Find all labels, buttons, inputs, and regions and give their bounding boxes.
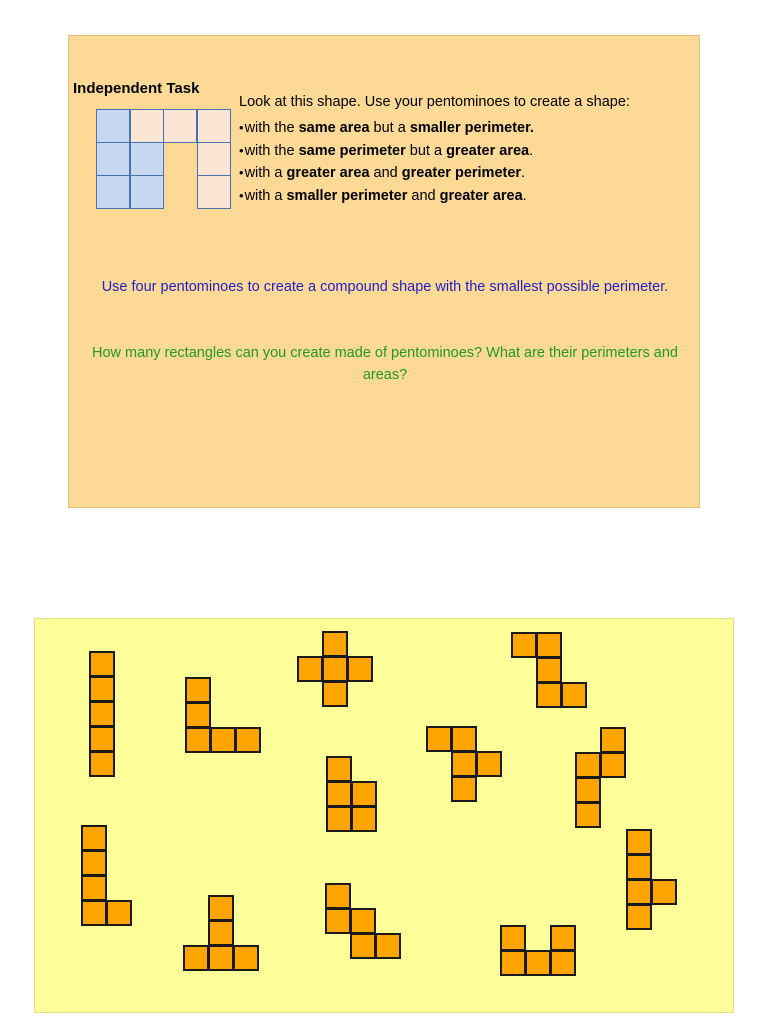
pentomino-square bbox=[89, 651, 115, 677]
bullet-text-run: but a bbox=[369, 120, 410, 136]
bullet-text-run: greater area bbox=[446, 142, 530, 159]
pentomino-square bbox=[81, 875, 107, 901]
pentomino-square bbox=[350, 933, 376, 959]
bullet-text-run: and bbox=[369, 165, 402, 181]
pentomino-square bbox=[451, 726, 477, 752]
shape-cell-peach bbox=[163, 109, 197, 143]
task-bullet-list bbox=[239, 117, 534, 207]
bullet-text-run: with the bbox=[244, 120, 299, 136]
pentomino-square bbox=[322, 681, 348, 707]
pentomino-square bbox=[326, 806, 352, 832]
pentomino-square bbox=[536, 657, 562, 683]
pentomino-square bbox=[210, 727, 236, 753]
pentomino-square bbox=[550, 925, 576, 951]
bullet-text-run: and bbox=[407, 187, 440, 204]
bullet-text-run: with a bbox=[244, 165, 287, 181]
pentomino-square bbox=[550, 950, 576, 976]
pentomino-square bbox=[511, 632, 537, 658]
pentomino-square bbox=[81, 825, 107, 851]
pentomino-square bbox=[561, 682, 587, 708]
shape-cell-blue bbox=[96, 109, 130, 143]
bullet-text-run: smaller perimeter bbox=[286, 187, 408, 204]
pentomino-square bbox=[626, 829, 652, 855]
shape-cell-peach bbox=[197, 175, 231, 209]
pentomino-square bbox=[451, 751, 477, 777]
pentomino-square bbox=[626, 879, 652, 905]
challenge-blue: Use four pentominoes to create a compound shape with the smallest possible perimeter. bbox=[101, 279, 669, 295]
task-bullet bbox=[239, 162, 534, 185]
bullet-text-run: but a bbox=[405, 142, 447, 159]
shape-cell-peach bbox=[197, 142, 231, 176]
challenge-green: How many rectangles can you create made of pentominoes? What are their perimeters and areas? bbox=[92, 345, 678, 383]
pentomino-square bbox=[651, 879, 677, 905]
pentomino-square bbox=[600, 727, 626, 753]
pentomino-square bbox=[185, 727, 211, 753]
pentomino-square bbox=[208, 920, 234, 946]
pentomino-square bbox=[536, 632, 562, 658]
pentomino-square bbox=[426, 726, 452, 752]
bullet-text-run: greater area bbox=[439, 187, 523, 204]
bullet-dot: • bbox=[239, 142, 244, 158]
bullet-dot: • bbox=[239, 165, 244, 180]
task-intro: Look at this shape. Use your pentominoes to create a shape: bbox=[239, 94, 630, 110]
pentomino-square bbox=[525, 950, 551, 976]
pentomino-square bbox=[297, 656, 323, 682]
bullet-text-run: . bbox=[522, 187, 527, 204]
pentomino-square bbox=[476, 751, 502, 777]
shape-cell-peach bbox=[130, 109, 164, 143]
pentomino-square bbox=[575, 802, 601, 828]
pentomino-square bbox=[575, 777, 601, 803]
pentomino-square bbox=[233, 945, 259, 971]
pentomino-square bbox=[500, 950, 526, 976]
pentomino-square bbox=[89, 726, 115, 752]
pentomino-square bbox=[326, 756, 352, 782]
bullet-text-run: greater area bbox=[286, 165, 370, 181]
pentomino-square bbox=[208, 895, 234, 921]
pentomino-square bbox=[89, 751, 115, 777]
bullet-text-run: . bbox=[521, 165, 526, 181]
pentomino-square bbox=[185, 702, 211, 728]
pentomino-square bbox=[322, 631, 348, 657]
bullet-text-run: with the bbox=[244, 142, 299, 159]
pentomino-square bbox=[322, 656, 348, 682]
pentomino-square bbox=[81, 900, 107, 926]
pentomino-square bbox=[536, 682, 562, 708]
pentomino-square bbox=[600, 752, 626, 778]
shape-cell-blue bbox=[96, 175, 130, 209]
pentomino-square bbox=[626, 854, 652, 880]
bullet-dot: • bbox=[239, 187, 244, 203]
pentomino-square bbox=[325, 883, 351, 909]
pentomino-square bbox=[351, 781, 377, 807]
shape-cell-blue bbox=[130, 142, 164, 176]
pentomino-square bbox=[235, 727, 261, 753]
task-card bbox=[68, 35, 700, 508]
task-title: Independent Task bbox=[73, 80, 200, 97]
pentomino-square bbox=[89, 701, 115, 727]
pentomino-square bbox=[81, 850, 107, 876]
pentomino-square bbox=[575, 752, 601, 778]
pentomino-square bbox=[451, 776, 477, 802]
shape-cell-blue bbox=[96, 142, 130, 176]
shape-cell-peach bbox=[197, 109, 231, 143]
pentomino-square bbox=[325, 908, 351, 934]
bullet-text-run: smaller perimeter. bbox=[409, 120, 534, 136]
task-bullet bbox=[239, 140, 534, 163]
pentomino-square bbox=[351, 806, 377, 832]
pentomino-square bbox=[185, 677, 211, 703]
pentomino-square bbox=[208, 945, 234, 971]
bullet-text-run: same perimeter bbox=[298, 142, 406, 159]
pentomino-square bbox=[106, 900, 132, 926]
pentomino-square bbox=[500, 925, 526, 951]
bullet-text-run: with a bbox=[244, 187, 287, 204]
bullet-text-run: greater perimeter bbox=[401, 165, 522, 181]
task-bullet bbox=[239, 117, 534, 140]
pentomino-square bbox=[347, 656, 373, 682]
pentomino-board bbox=[34, 618, 734, 1013]
pentomino-square bbox=[326, 781, 352, 807]
bullet-text-run: . bbox=[529, 142, 534, 159]
pentomino-square bbox=[89, 676, 115, 702]
pentomino-square bbox=[350, 908, 376, 934]
pentomino-square bbox=[375, 933, 401, 959]
pentomino-square bbox=[626, 904, 652, 930]
bullet-text-run: same area bbox=[298, 120, 370, 136]
task-bullet bbox=[239, 185, 534, 208]
shape-cell-blue bbox=[130, 175, 164, 209]
bullet-dot: • bbox=[239, 120, 244, 135]
pentomino-square bbox=[183, 945, 209, 971]
